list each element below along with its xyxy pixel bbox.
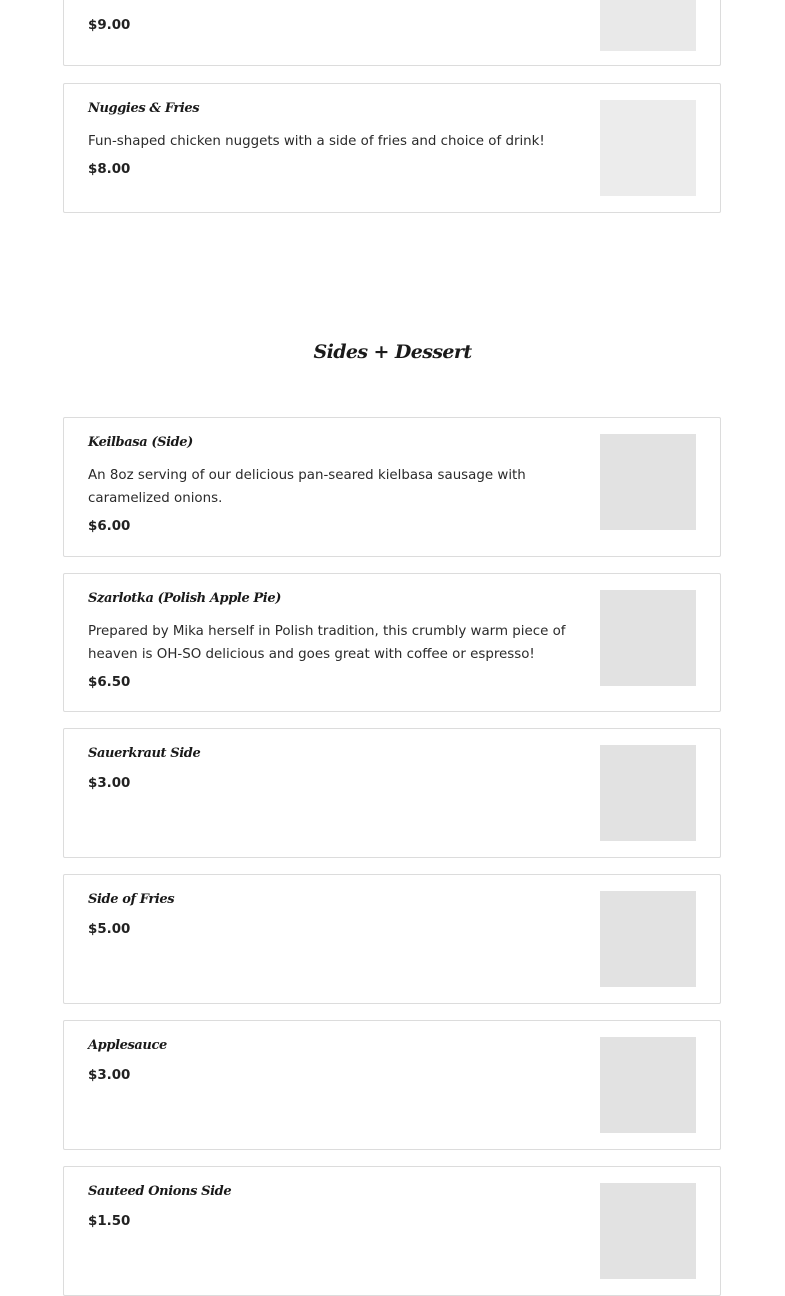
menu-item-image: [600, 891, 696, 987]
menu-item-name: Szarlotka (Polish Apple Pie): [88, 591, 281, 606]
menu-item-price: $6.00: [88, 519, 131, 534]
menu-item-card[interactable]: [63, 417, 721, 557]
menu-item-name: Applesauce: [88, 1038, 167, 1053]
menu-item-name: Keilbasa (Side): [88, 435, 193, 450]
menu-item-price: $6.50: [88, 675, 131, 690]
menu-item-info: [88, 434, 584, 536]
menu-item-image: [600, 1037, 696, 1133]
menu-item-info: [88, 590, 584, 692]
menu-item-card[interactable]: [63, 83, 721, 213]
menu-item-info: [88, 17, 584, 35]
menu-item-price: $5.00: [88, 922, 131, 937]
menu-item-price: $9.00: [88, 18, 131, 33]
menu-item-name: Sauteed Onions Side: [88, 1184, 232, 1199]
menu-item-info: [88, 891, 584, 939]
menu-item-description: Prepared by Mika herself in Polish tradition, this crumbly warm piece of heaven is OH-SO delicious and goes great with coffee or espresso!: [88, 624, 566, 662]
menu-item-price: $1.50: [88, 1214, 131, 1229]
menu-item-description: Fun-shaped chicken nuggets with a side of fries and choice of drink!: [88, 134, 545, 149]
menu-item-card[interactable]: [63, 1166, 721, 1296]
menu-item-card[interactable]: [63, 573, 721, 712]
menu-item-name: Nuggies & Fries: [88, 101, 200, 116]
menu-item-info: [88, 100, 584, 179]
menu-item-image: [600, 745, 696, 841]
menu-item-card[interactable]: [63, 1020, 721, 1150]
menu-item-name: Side of Fries: [88, 892, 175, 907]
menu-item-name: Sauerkraut Side: [88, 746, 201, 761]
menu-item-price: $3.00: [88, 1068, 131, 1083]
menu-item-info: [88, 1183, 584, 1231]
menu-item-price: $8.00: [88, 162, 131, 177]
menu-item-image: [600, 1183, 696, 1279]
menu-item-image: [600, 0, 696, 51]
menu-item-price: $3.00: [88, 776, 131, 791]
menu-item-description: An 8oz serving of our delicious pan-seared kielbasa sausage with caramelized onions.: [88, 468, 526, 506]
menu-item-card[interactable]: [63, 728, 721, 858]
menu-item-image: [600, 590, 696, 686]
menu-item-info: [88, 745, 584, 793]
menu-item-card[interactable]: [63, 874, 721, 1004]
menu-item-image: [600, 434, 696, 530]
menu-item-image: [600, 100, 696, 196]
menu-item-info: [88, 1037, 584, 1085]
section-title: Sides + Dessert: [313, 341, 472, 363]
menu-item-card[interactable]: [63, 0, 721, 66]
